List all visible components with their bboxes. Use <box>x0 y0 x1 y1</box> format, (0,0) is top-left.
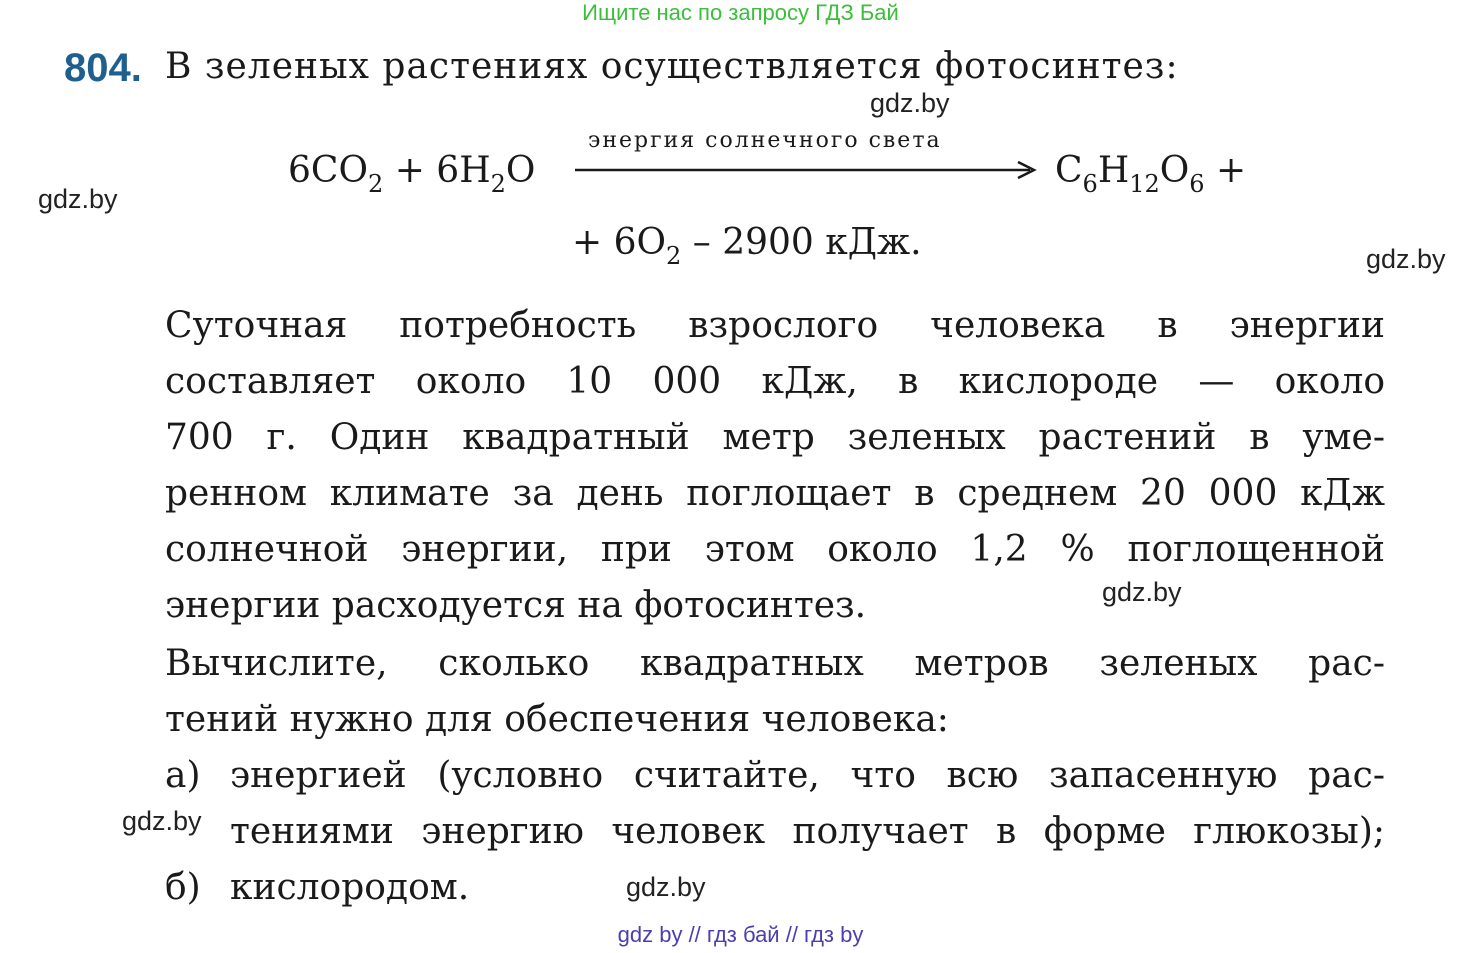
equation-products: $C_6H_{12}O_6$ + <box>1055 150 1247 198</box>
watermark: gdz.by <box>1366 244 1446 274</box>
watermark: gdz.by <box>122 806 202 836</box>
problem-title: В зеленых растениях осуществляется фотосинтез: <box>165 46 1179 87</box>
arrow-label: энергия солнечного света <box>588 128 942 153</box>
watermark: gdz.by <box>1102 577 1182 607</box>
item-a-text: энергией (условно считайте, что всю запасенную рас- тениями энергию человек получает в форме глюкозы); <box>230 755 1385 852</box>
footer-links[interactable]: gdz by // гдз бай // гдз by <box>617 922 864 947</box>
watermark: gdz.by <box>870 88 950 118</box>
item-b-mark: б) <box>165 867 201 908</box>
equation-reactants: $6CO_2 + 6H_2O$ <box>288 150 536 198</box>
item-b-text: кислородом. <box>230 867 470 908</box>
equation-continuation: + $6O_2 - 2900$ кДж. <box>572 222 922 270</box>
problem-number: 804. <box>64 46 142 90</box>
problem-paragraph: Суточная потребность взрослого человека в энергии составляет около 10 000 кДж, в кислороде — около 700 г. Один квадратный метр зеленых растений в уме- ренном климате за день поглощает в среднем 20 000 кДж солнечной энергии, при этом около 1,2 % поглощенной энергии расходуется на фотосинтез. <box>165 305 1385 626</box>
item-a-mark: а) <box>165 755 201 796</box>
watermark: gdz.by <box>626 872 706 902</box>
top-banner[interactable]: Ищите нас по запросу ГДЗ Бай <box>582 0 899 25</box>
reaction-arrow-icon <box>575 160 1037 180</box>
question-text: Вычислите, сколько квадратных метров зеленых рас- тений нужно для обеспечения человека: <box>165 643 1385 740</box>
watermark: gdz.by <box>38 184 118 214</box>
